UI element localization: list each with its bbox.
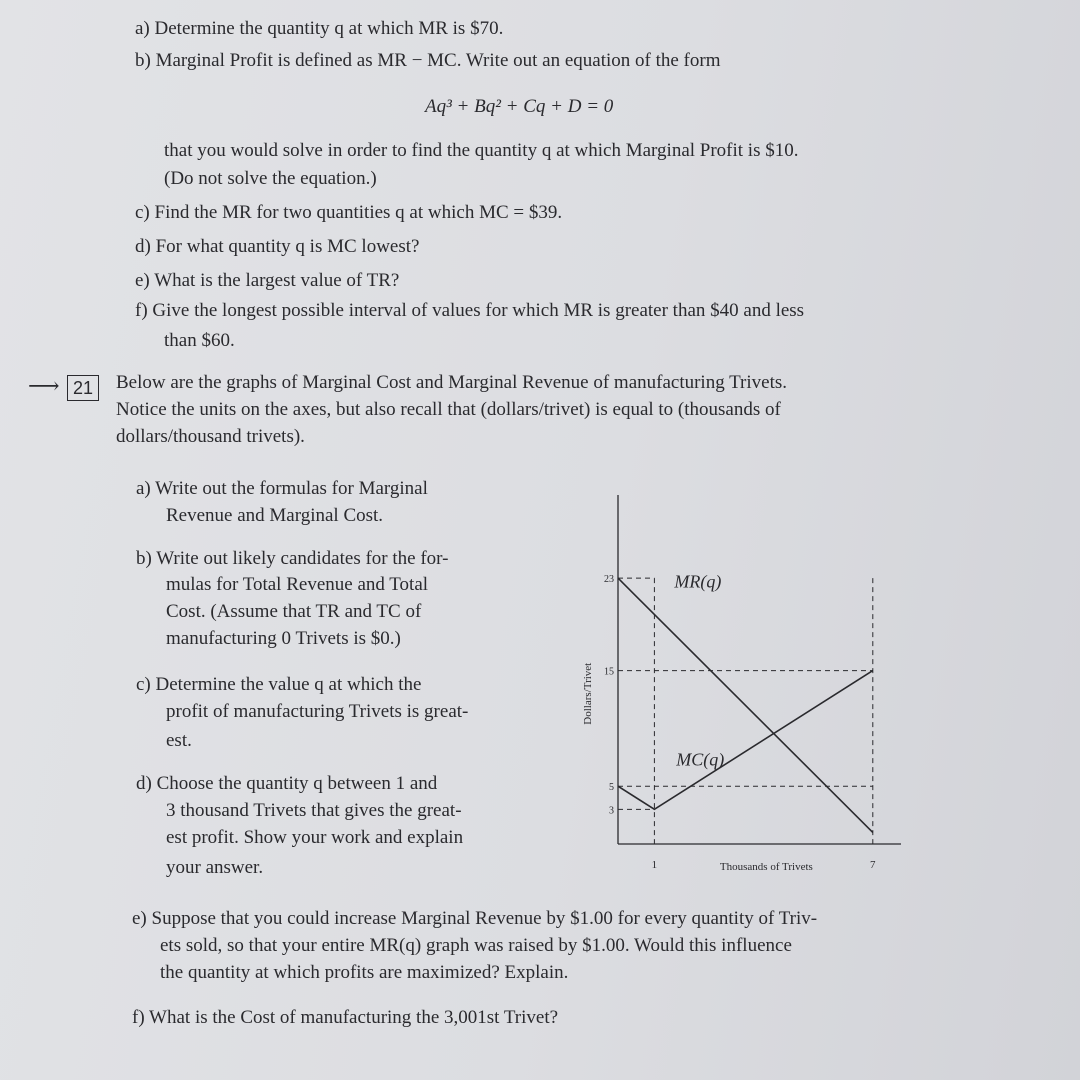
question-e-line1: e) Suppose that you could increase Marginal Revenue by $1.00 for every quantity of Triv- bbox=[132, 908, 818, 929]
question-a-line1: a) Write out the formulas for Marginal bbox=[136, 478, 428, 499]
prev-part-f-continued: than $60. bbox=[164, 330, 235, 351]
prev-part-b: b) Marginal Profit is defined as MR − MC. Write out an equation of the form bbox=[135, 50, 721, 71]
arrow-marker-icon: ⟶ bbox=[28, 373, 60, 398]
x-tick-label-7: 7 bbox=[870, 859, 876, 871]
cubic-equation: Aq³ + Bq² + Cq + D = 0 bbox=[425, 96, 614, 117]
x-axis-title: Thousands of Trivets bbox=[719, 861, 813, 873]
question-e-line3: the quantity at which profits are maximized? Explain. bbox=[160, 962, 569, 983]
x-tick-label-1: 1 bbox=[651, 859, 658, 871]
question-a-line2: Revenue and Marginal Cost. bbox=[166, 505, 384, 526]
question-d-line2: 3 thousand Trivets that gives the great- bbox=[166, 800, 462, 821]
y-tick-label-3: 3 bbox=[609, 805, 614, 817]
question-c-line2: profit of manufacturing Trivets is great- bbox=[166, 701, 469, 722]
y-tick-label-23: 23 bbox=[604, 574, 614, 586]
prev-part-d: d) For what quantity q is MC lowest? bbox=[135, 236, 420, 257]
prev-part-b-note: (Do not solve the equation.) bbox=[164, 168, 377, 189]
question-b-line2: mulas for Total Revenue and Total bbox=[166, 574, 429, 595]
prev-part-e: e) What is the largest value of TR? bbox=[135, 270, 400, 291]
y-tick-label-15: 15 bbox=[604, 666, 614, 678]
question-d-line1: d) Choose the quantity q between 1 and bbox=[136, 773, 438, 794]
question-c-line3: est. bbox=[166, 730, 192, 751]
question-d-line3: est profit. Show your work and explain bbox=[166, 827, 464, 848]
y-tick-label-5: 5 bbox=[609, 782, 614, 794]
question-b-line3: Cost. (Assume that TR and TC of bbox=[166, 601, 422, 622]
prev-part-a: a) Determine the quantity q at which MR is $70. bbox=[135, 18, 504, 39]
y-axis-title: Dollars/Trivet bbox=[582, 662, 594, 725]
question-f: f) What is the Cost of manufacturing the 3,001st Trivet? bbox=[132, 1007, 559, 1028]
question-c-line1: c) Determine the value q at which the bbox=[136, 674, 422, 695]
series-line-mr bbox=[618, 578, 873, 832]
problem-intro-line3: dollars/thousand trivets). bbox=[116, 426, 305, 447]
problem-number: 21 bbox=[67, 375, 99, 401]
question-e-line2: ets sold, so that your entire MR(q) graph was raised by $1.00. Would this influence bbox=[160, 935, 792, 956]
prev-part-b-continued: that you would solve in order to find the quantity q at which Marginal Profit is $10. bbox=[164, 140, 799, 161]
series-label-mr: MR(q) bbox=[674, 571, 722, 592]
prev-part-f: f) Give the longest possible interval of values for which MR is greater than $40 and less bbox=[135, 300, 805, 321]
question-b-line4: manufacturing 0 Trivets is $0.) bbox=[166, 628, 401, 649]
question-d-line4: your answer. bbox=[166, 857, 264, 878]
problem-intro-line1: Below are the graphs of Marginal Cost and Marginal Revenue of manufacturing Trivets. bbox=[116, 372, 788, 393]
question-b-line1: b) Write out likely candidates for the for- bbox=[136, 548, 449, 569]
mr-mc-chart bbox=[575, 490, 935, 890]
series-line-mc bbox=[618, 671, 873, 810]
prev-part-c: c) Find the MR for two quantities q at which MC = $39. bbox=[135, 202, 563, 223]
series-label-mc: MC(q) bbox=[676, 749, 725, 770]
problem-intro-line2: Notice the units on the axes, but also recall that (dollars/trivet) is equal to (thousands of bbox=[116, 399, 781, 420]
